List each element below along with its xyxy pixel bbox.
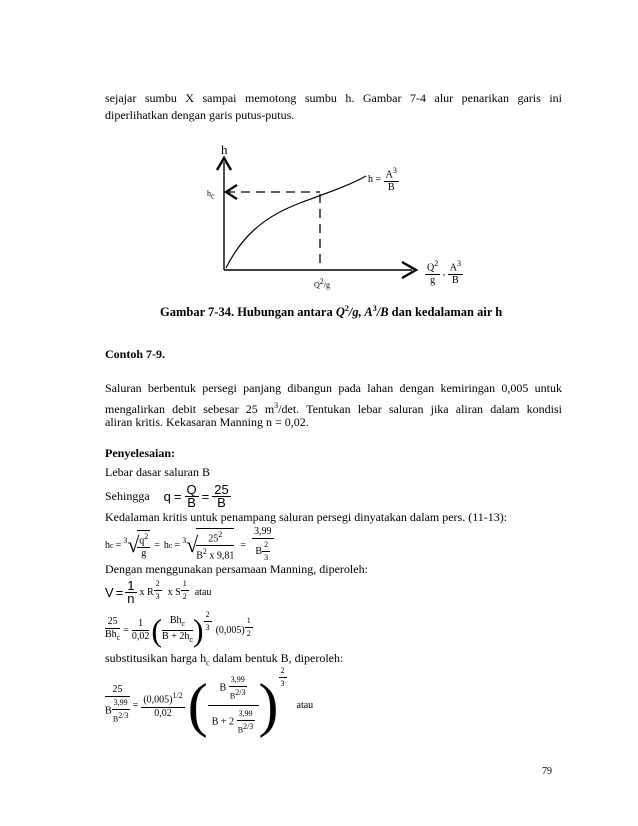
hc-label: $h_c$ [207, 189, 215, 201]
intro-line-2: diperlihatkan dengan garis putus-putus. [105, 108, 295, 122]
figure-caption: Gambar 7-34. Hubungan antara $Q^2/g$, $A^3/B$ dan kedalaman air h [160, 304, 503, 320]
hc-equation: h c = 3 √ $\frac{q^2}{g}$ = h c = 3 √ $\frac{25^2}{B^2 x 9,81}$ = 3,99 B $\frac{2}{3}$ [105, 526, 272, 562]
solution-line-1: Lebar dasar saluran B [105, 465, 210, 479]
manning-equation: V = $\frac{1}{n}$ x R $\frac{2}{3}$ x S $\frac{1}{2}$ atau [105, 577, 212, 606]
page-number: 79 [542, 766, 552, 777]
solution-title: Penyelesaian: [105, 446, 175, 460]
example-text-2: mengalirkan debit sebesar 25 $m^3/\det$. Tentukan lebar saluran jika aliran dalam kondisi [105, 401, 562, 416]
curve-h-vs-a3b [226, 176, 366, 268]
example-text-3: aliran kritis. Kekasaran Manning n = 0,02. [105, 415, 309, 429]
x-tick-q2g: $Q^2/g$ [314, 277, 331, 290]
solution-q-equation: Sehingga q = $\frac{Q}{B}$ = $\frac{25}{B}$ [105, 481, 229, 510]
curve-label: h = $\frac{A^3}{B}$ [368, 166, 397, 194]
solution-line-4: Dengan menggunakan persamaan Manning, diperoleh: [105, 562, 368, 576]
solution-line-3: Kedalaman kritis untuk penampang saluran persegi dinyatakan dalam pers. (11-13): [105, 510, 508, 524]
x-axis-label: $\frac{Q^2}{g}$ , $\frac{A^3}{B}$ [427, 259, 461, 287]
y-axis-label: h [221, 142, 228, 157]
intro-line-1: sejajar sumbu X sampai memotong sumbu h. Gambar 7-4 alur penarikan garis ini [105, 91, 562, 105]
example-title: Contoh 7-9. [105, 347, 166, 361]
substitution-equation: 25 B $\frac{3,99}{B^{2/3}}$ = $\frac{(0,005)^{1/2}}{0,02}$ ( B $\frac{3,99}{B^{2/3}}$ B + 2 $\frac{3,99}{B^{2/3}}$ ) $\frac{2}{3}$ atau [105, 666, 314, 738]
manning-hc-equation: $\frac{25}{Bh_c}$ = $\frac{1}{0,02}$ ( $\frac{Bh_c}{B + 2h_c}$ ) $\frac{2}{3}$ (0,005) $\frac{1}{2}$ [105, 610, 251, 648]
solution-line-5: substitusikan harga $h_c$ dalam bentuk B, diperoleh: [105, 651, 344, 668]
example-text-1: Saluran berbentuk persegi panjang dibangun pada lahan dengan kemiringan 0,005 untuk [105, 381, 562, 395]
